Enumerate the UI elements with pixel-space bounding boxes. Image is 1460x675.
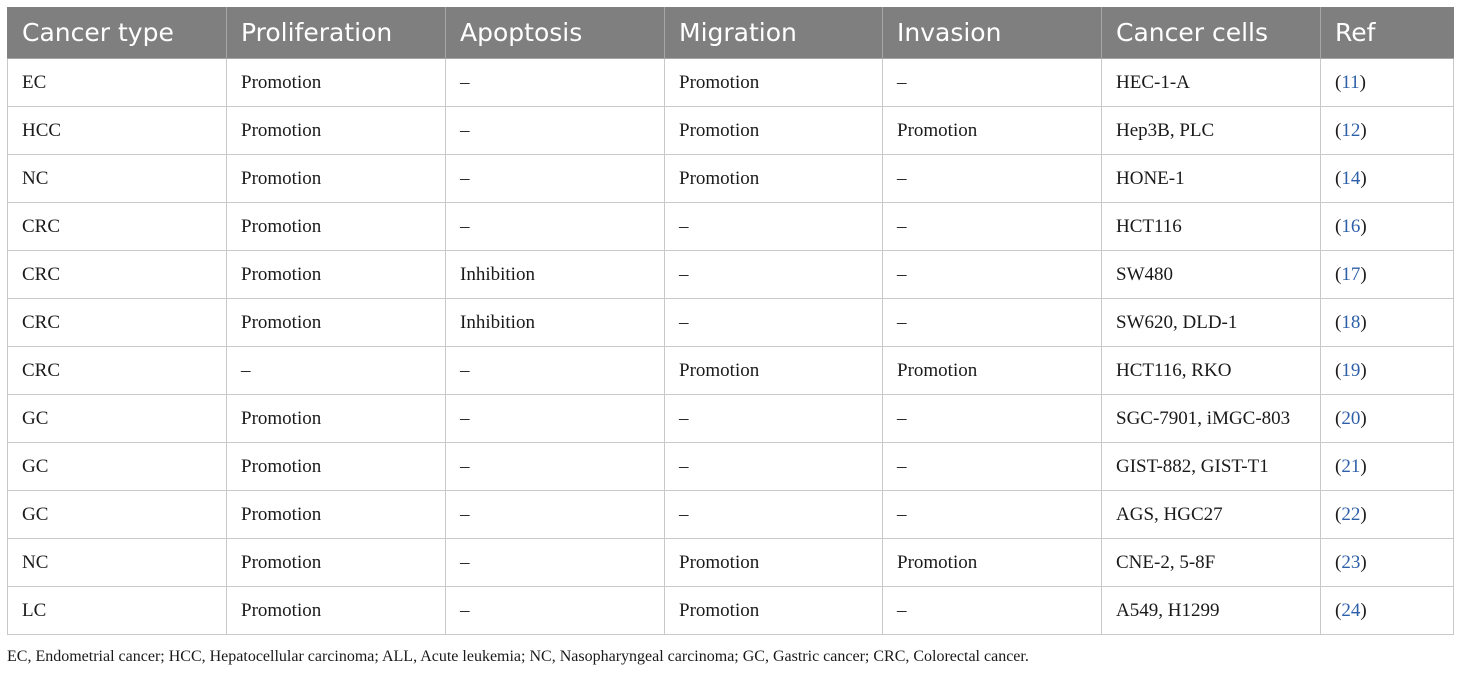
table-cell: Promotion [227, 587, 446, 635]
table-cell: – [883, 203, 1102, 251]
data-table [7, 7, 1454, 635]
table-cell: – [883, 491, 1102, 539]
table-cell: Promotion [665, 107, 883, 155]
table-cell: NC [8, 155, 227, 203]
table-cell: A549, H1299 [1102, 587, 1321, 635]
table-cell: – [227, 347, 446, 395]
ref-link[interactable]: 17 [1341, 263, 1361, 285]
table-cell: EC [8, 59, 227, 107]
data-table-container [7, 7, 1453, 635]
ref-cell: (17) [1321, 251, 1454, 299]
ref-cell: (24) [1321, 587, 1454, 635]
table-cell: Promotion [665, 587, 883, 635]
table-cell: AGS, HGC27 [1102, 491, 1321, 539]
ref-link[interactable]: 16 [1341, 215, 1361, 237]
table-cell: GC [8, 443, 227, 491]
table-cell: – [665, 251, 883, 299]
table-cell: – [446, 443, 665, 491]
table-cell: – [446, 395, 665, 443]
table-cell: – [665, 203, 883, 251]
ref-link[interactable]: 14 [1341, 167, 1361, 189]
table-cell: – [446, 155, 665, 203]
table-cell: – [883, 59, 1102, 107]
column-header: Proliferation [227, 7, 446, 59]
table-cell: Promotion [665, 347, 883, 395]
table-cell: – [665, 491, 883, 539]
table-cell: – [665, 299, 883, 347]
table-cell: Inhibition [446, 299, 665, 347]
table-cell: CRC [8, 299, 227, 347]
table-row [8, 203, 1454, 251]
table-cell: – [446, 491, 665, 539]
ref-link[interactable]: 11 [1341, 71, 1360, 93]
table-cell: Promotion [665, 539, 883, 587]
table-row [8, 347, 1454, 395]
table-cell: NC [8, 539, 227, 587]
table-cell: HCC [8, 107, 227, 155]
table-cell: Promotion [227, 155, 446, 203]
table-cell: Promotion [227, 107, 446, 155]
table-cell: Inhibition [446, 251, 665, 299]
table-cell: GC [8, 395, 227, 443]
table-row [8, 251, 1454, 299]
table-row [8, 539, 1454, 587]
table-cell: SW480 [1102, 251, 1321, 299]
table-cell: Promotion [227, 299, 446, 347]
table-cell: Hep3B, PLC [1102, 107, 1321, 155]
table-cell: – [446, 587, 665, 635]
table-cell: Promotion [665, 59, 883, 107]
table-cell: GC [8, 491, 227, 539]
column-header: Cancer cells [1102, 7, 1321, 59]
table-cell: – [883, 587, 1102, 635]
table-cell: HCT116 [1102, 203, 1321, 251]
table-cell: – [665, 395, 883, 443]
table-cell: Promotion [227, 59, 446, 107]
ref-link[interactable]: 21 [1341, 455, 1361, 477]
table-cell: GIST-882, GIST-T1 [1102, 443, 1321, 491]
column-header: Invasion [883, 7, 1102, 59]
table-cell: LC [8, 587, 227, 635]
table-cell: HEC-1-A [1102, 59, 1321, 107]
ref-cell: (23) [1321, 539, 1454, 587]
table-cell: SGC-7901, iMGC-803 [1102, 395, 1321, 443]
table-cell: – [883, 299, 1102, 347]
ref-cell: (22) [1321, 491, 1454, 539]
ref-link[interactable]: 24 [1341, 599, 1361, 621]
table-row [8, 443, 1454, 491]
table-cell: CRC [8, 251, 227, 299]
table-cell: Promotion [665, 155, 883, 203]
table-cell: Promotion [227, 539, 446, 587]
column-header: Migration [665, 7, 883, 59]
column-header: Apoptosis [446, 7, 665, 59]
table-row [8, 155, 1454, 203]
ref-cell: (12) [1321, 107, 1454, 155]
table-row [8, 491, 1454, 539]
table-cell: – [883, 395, 1102, 443]
table-header-row [8, 7, 1454, 59]
ref-cell: (21) [1321, 443, 1454, 491]
column-header: Cancer type [8, 7, 227, 59]
table-cell: – [883, 443, 1102, 491]
ref-cell: (18) [1321, 299, 1454, 347]
table-row [8, 299, 1454, 347]
table-cell: Promotion [227, 251, 446, 299]
table-cell: HONE-1 [1102, 155, 1321, 203]
table-cell: SW620, DLD-1 [1102, 299, 1321, 347]
ref-cell: (16) [1321, 203, 1454, 251]
table-cell: Promotion [227, 395, 446, 443]
table-cell: – [446, 203, 665, 251]
table-cell: Promotion [227, 491, 446, 539]
table-cell: Promotion [883, 107, 1102, 155]
table-cell: HCT116, RKO [1102, 347, 1321, 395]
table-body [8, 59, 1454, 635]
table-cell: Promotion [227, 203, 446, 251]
ref-cell: (14) [1321, 155, 1454, 203]
table-cell: – [883, 251, 1102, 299]
ref-link[interactable]: 12 [1341, 119, 1361, 141]
table-cell: Promotion [883, 539, 1102, 587]
ref-link[interactable]: 19 [1341, 359, 1361, 381]
table-row [8, 395, 1454, 443]
table-row [8, 107, 1454, 155]
ref-link[interactable]: 23 [1341, 551, 1361, 573]
table-cell: – [446, 347, 665, 395]
table-cell: CNE-2, 5-8F [1102, 539, 1321, 587]
table-row [8, 587, 1454, 635]
ref-cell: (19) [1321, 347, 1454, 395]
table-cell: – [446, 59, 665, 107]
ref-cell: (11) [1321, 59, 1454, 107]
table-cell: Promotion [883, 347, 1102, 395]
ref-cell: (20) [1321, 395, 1454, 443]
table-cell: – [883, 155, 1102, 203]
table-cell: – [446, 539, 665, 587]
ref-link[interactable]: 20 [1341, 407, 1361, 429]
column-header: Ref [1321, 7, 1454, 59]
table-cell: CRC [8, 347, 227, 395]
table-row [8, 59, 1454, 107]
table-cell: Promotion [227, 443, 446, 491]
table-footnote: EC, Endometrial cancer; HCC, Hepatocellular carcinoma; ALL, Acute leukemia; NC, Nasopharyngeal carcinoma; GC, Gastric cancer; CRC, Colorectal cancer. [7, 648, 1029, 665]
ref-link[interactable]: 22 [1341, 503, 1361, 525]
table-cell: – [665, 443, 883, 491]
table-cell: – [446, 107, 665, 155]
ref-link[interactable]: 18 [1341, 311, 1361, 333]
table-cell: CRC [8, 203, 227, 251]
